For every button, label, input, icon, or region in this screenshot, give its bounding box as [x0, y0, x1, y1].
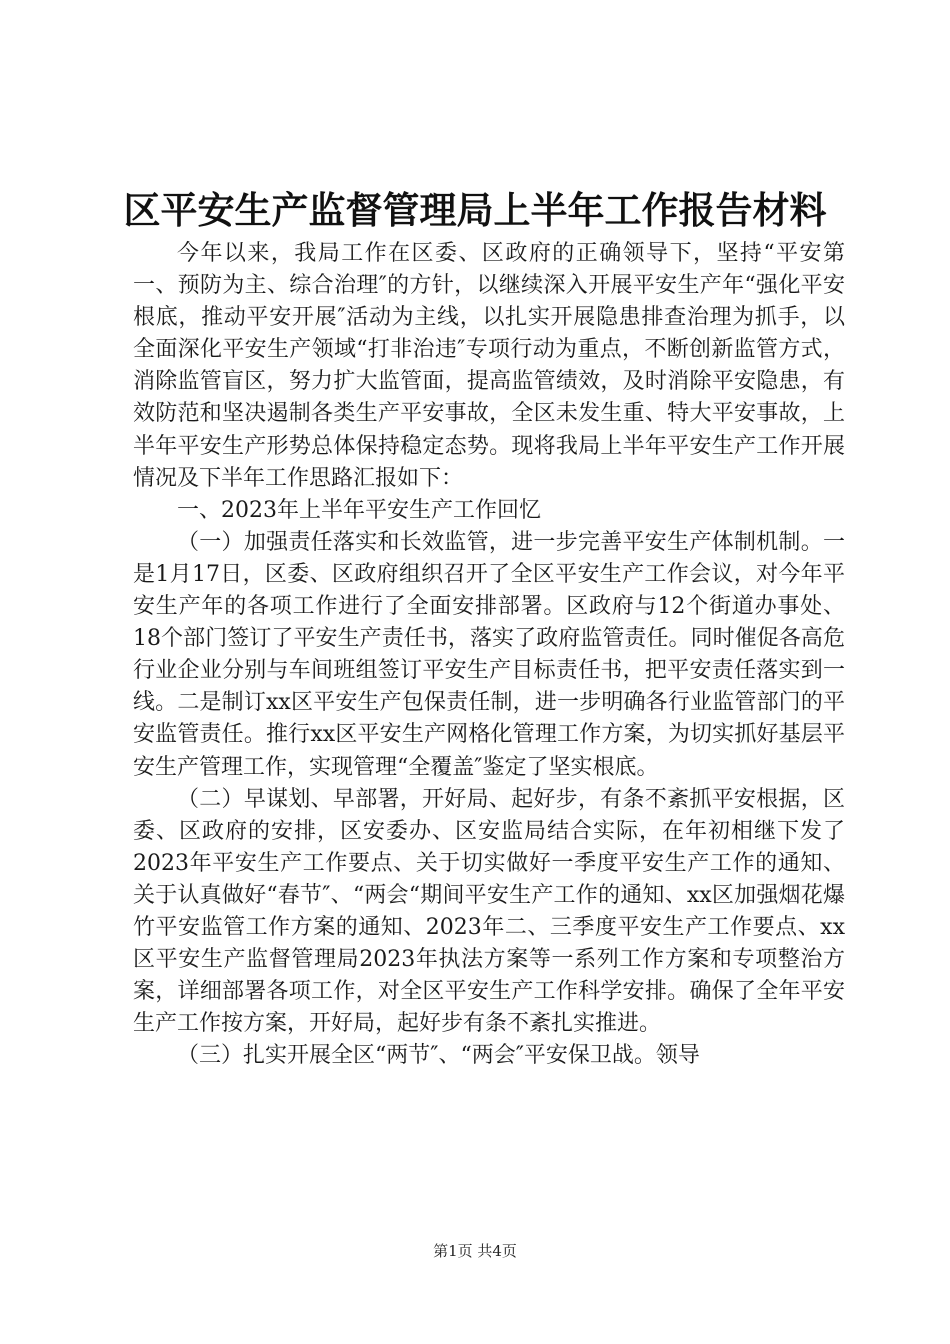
- body-paragraph: （一）加强责任落实和长效监管，进一步完善平安生产体制机制。一是1月17日，区委、区政府组织召开了全区平安生产工作会议，对今年平安生产年的各项工作进行了全面安排部署。区政府与12个街道办事处、18个部门签订了平安生产责任书，落实了政府监管责任。同时催促各高危行业企业分别与车间班组签订平安生产目标责任书，把平安责任落实到一线。二是制订xx区平安生产包保责任制，进一步明确各行业监管部门的平安监管责任。推行xx区平安生产网格化管理工作方案，为切实抓好基层平安生产管理工作，实现管理“全覆盖″鉴定了坚实根底。: [133, 529, 845, 780]
- intro-paragraph: 今年以来，我局工作在区委、区政府的正确领导下，坚持“平安第一、预防为主、综合治理″的方针，以继续深入开展平安生产年“强化平安根底，推动平安开展″活动为主线，以扎实开展隐患排查治理为抓手，以全面深化平安生产领域“打非治违″专项行动为重点，不断创新监管方式，消除监管盲区，努力扩大监管面，提高监管绩效，及时消除平安隐患，有效防范和坚决遏制各类生产平安事故，全区未发生重、特大平安事故，上半年平安生产形势总体保持稳定态势。现将我局上半年平安生产工作开展情况及下半年工作思路汇报如下：: [133, 241, 845, 491]
- page-number: 第1页 共4页: [433, 1242, 517, 1260]
- document-body: [133, 238, 845, 1072]
- document-title: 区平安生产监督管理局上半年工作报告材料: [123, 188, 827, 232]
- body-paragraph: （二）早谋划、早部署，开好局、起好步，有条不紊抓平安根据，区委、区政府的安排，区安委办、区安监局结合实际，在年初相继下发了2023年平安生产工作要点、关于切实做好一季度平安生产工作的通知、关于认真做好“春节″、“两会“期间平安生产工作的通知、xx区加强烟花爆竹平安监管工作方案的通知、2023年二、三季度平安生产工作要点、xx区平安生产监督管理局2023年执法方案等一系列工作方案和专项整治方案，详细部署各项工作，对全区平安生产工作科学安排。确保了全年平安生产工作按方案，开好局，起好步有条不紊扎实推进。: [133, 786, 845, 1037]
- section-heading: 一、2023年上半年平安生产工作回忆: [177, 497, 541, 523]
- body-paragraph: （三）扎实开展全区“两节″、“两会″平安保卫战。领导: [177, 1043, 700, 1069]
